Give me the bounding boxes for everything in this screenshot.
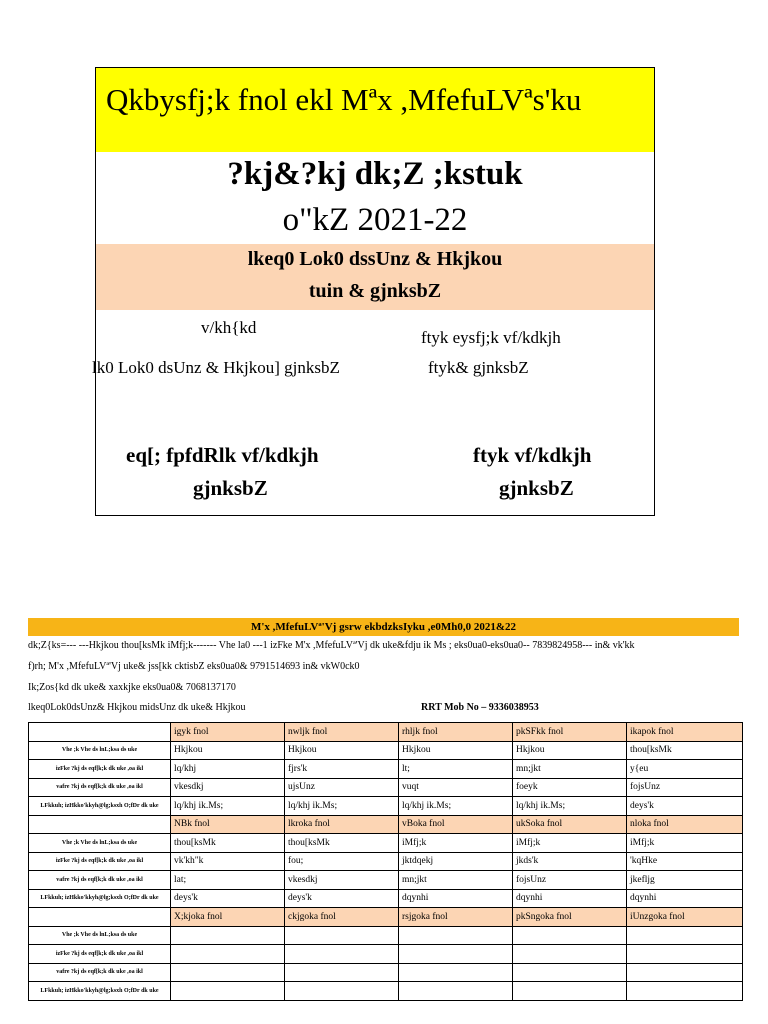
row-label-cell: izFke ?kj ds eqf[k;k dk uke ,oa ikl xyxy=(29,760,171,779)
table-row xyxy=(29,963,743,982)
table-cell: thou[ksMk xyxy=(285,834,399,853)
table-cell: vuqt xyxy=(399,778,513,797)
table-cell: Hkjkou xyxy=(285,741,399,760)
table-cell: jktdqekj xyxy=(399,852,513,871)
district-officer-label: ftyk vf/kdkjh xyxy=(473,443,592,467)
row-label-cell: Vhe ;k Vhe ds lnL;ksa ds uke xyxy=(29,926,171,945)
table-cell xyxy=(513,982,627,1001)
day-header-cell: X;kjoka fnol xyxy=(171,908,285,927)
cover-subtitle: ?kj&?kj dk;Z ;kstuk xyxy=(227,156,523,192)
sheet-title: M'x ,MfefuLVª'Vj gsrw ekbdzksIyku ,e0Mh0,0 2021&22 xyxy=(28,618,739,636)
table-cell: lt; xyxy=(399,760,513,779)
table-cell xyxy=(285,963,399,982)
table-cell: thou[ksMk xyxy=(171,834,285,853)
table-row xyxy=(29,760,743,779)
table-cell: vkesdkj xyxy=(285,871,399,890)
table-cell: fou; xyxy=(285,852,399,871)
table-cell: vk'kh"k xyxy=(171,852,285,871)
day-header-cell: lkroka fnol xyxy=(285,815,399,834)
day-header-cell: ukSoka fnol xyxy=(513,815,627,834)
table-cell: iMfj;k xyxy=(627,834,743,853)
day-header-row xyxy=(29,723,743,742)
info-line-team: dk;Z{ks=--- ---Hkjkou thou[ksMk iMfj;k------- Vhe la0 ---1 izFke M'x ,MfefuLVª'Vj dk uke&fdju ik Ms ; eks0ua0-eks0ua0-- 7839824958--- in& vk'kk xyxy=(28,640,635,651)
table-cell xyxy=(285,945,399,964)
table-cell: foeyk xyxy=(513,778,627,797)
header-corner-cell xyxy=(29,723,171,742)
table-cell xyxy=(513,963,627,982)
table-cell xyxy=(513,926,627,945)
table-row xyxy=(29,871,743,890)
table-cell xyxy=(399,926,513,945)
table-cell xyxy=(285,982,399,1001)
day-header-cell: nwljk fnol xyxy=(285,723,399,742)
table-cell: vkesdkj xyxy=(171,778,285,797)
cover-year: o"kZ 2021-22 xyxy=(282,202,468,238)
district-malaria-officer-address: ftyk& gjnksbZ xyxy=(428,358,529,377)
table-cell: Hkjkou xyxy=(399,741,513,760)
day-header-cell: nloka fnol xyxy=(627,815,743,834)
table-cell: lq/khj ik.Ms; xyxy=(285,797,399,816)
table-row xyxy=(29,926,743,945)
row-label-cell: izFke ?kj ds eqf[k;k dk uke ,oa ikl xyxy=(29,945,171,964)
day-header-cell: iUnzgoka fnol xyxy=(627,908,743,927)
day-header-cell: pkSFkk fnol xyxy=(513,723,627,742)
table-cell: mn;jkt xyxy=(399,871,513,890)
table-cell xyxy=(627,926,743,945)
row-label-cell: LFkkuh; izHkko'kkyh@lg;ksxh O;fDr dk uke xyxy=(29,797,171,816)
cover-location: lkeq0 Lok0 dssUnz & Hkjkou xyxy=(247,248,503,270)
row-label-cell: vafre ?kj ds eqf[k;k dk uke ,oa ikl xyxy=(29,963,171,982)
day-header-cell: ikapok fnol xyxy=(627,723,743,742)
table-cell: lq/khj ik.Ms; xyxy=(513,797,627,816)
table-cell: iMfj;k xyxy=(513,834,627,853)
table-row xyxy=(29,945,743,964)
info-line-centre: lkeq0Lok0dsUnz& Hkjkou midsUnz dk uke& Hkjkou xyxy=(28,702,246,713)
table-cell xyxy=(399,945,513,964)
table-row xyxy=(29,741,743,760)
superintendent-address: lk0 Lok0 dsUnz & Hkjkou] gjnksbZ xyxy=(92,358,340,377)
day-header-cell: vBoka fnol xyxy=(399,815,513,834)
table-cell xyxy=(171,982,285,1001)
table-cell: deys'k xyxy=(171,889,285,908)
table-row xyxy=(29,778,743,797)
row-label-cell: vafre ?kj ds eqf[k;k dk uke ,oa ikl xyxy=(29,871,171,890)
table-cell: 'kqHke xyxy=(627,852,743,871)
cover-card xyxy=(92,67,655,516)
row-label-cell: Vhe ;k Vhe ds lnL;ksa ds uke xyxy=(29,834,171,853)
row-label-cell: Vhe ;k Vhe ds lnL;ksa ds uke xyxy=(29,741,171,760)
table-cell: dqynhi xyxy=(399,889,513,908)
table-cell xyxy=(171,926,285,945)
info-line-second-administrator: f)rh; M'x ,MfefuLVª'Vj uke& jss[kk cktisbZ eks0ua0& 9791514693 in& vkW0ck0 xyxy=(28,661,360,672)
table-cell xyxy=(171,963,285,982)
day-header-row xyxy=(29,908,743,927)
table-cell: jkds'k xyxy=(513,852,627,871)
header-corner-cell xyxy=(29,908,171,927)
table-cell: deys'k xyxy=(285,889,399,908)
table-cell: ujsUnz xyxy=(285,778,399,797)
cmo-label: eq[; fpfdRlk vf/kdkjh xyxy=(126,443,319,467)
row-label-cell: LFkkuh; izHkko'kkyh@lg;ksxh O;fDr dk uke xyxy=(29,889,171,908)
district-malaria-officer-label: ftyk eysfj;k vf/kdkjh xyxy=(421,328,561,347)
cmo-address: gjnksbZ xyxy=(193,476,268,500)
day-header-row xyxy=(29,815,743,834)
table-cell xyxy=(399,982,513,1001)
table-cell: dqynhi xyxy=(627,889,743,908)
title-band xyxy=(96,68,654,152)
day-header-cell: rsjgoka fnol xyxy=(399,908,513,927)
table-cell: thou[ksMk xyxy=(627,741,743,760)
district-officer-address: gjnksbZ xyxy=(499,476,574,500)
superintendent-label: v/kh{kd xyxy=(201,318,257,337)
table-cell: dqynhi xyxy=(513,889,627,908)
row-label-cell: vafre ?kj ds eqf[k;k dk uke ,oa ikl xyxy=(29,778,171,797)
day-header-cell: rhljk fnol xyxy=(399,723,513,742)
table-cell: fjrs'k xyxy=(285,760,399,779)
table-row xyxy=(29,797,743,816)
table-row xyxy=(29,889,743,908)
table-cell xyxy=(627,982,743,1001)
schedule-table xyxy=(28,722,743,1001)
rrt-mobile: RRT Mob No – 9336038953 xyxy=(421,702,539,713)
cover-district: tuin & gjnksbZ xyxy=(308,280,442,302)
cover-title: Qkbysfj;k fnol ekl Mªx ,MfefuLVªs'ku xyxy=(106,82,582,117)
table-cell xyxy=(627,963,743,982)
table-cell: mn;jkt xyxy=(513,760,627,779)
table-cell: deys'k xyxy=(627,797,743,816)
table-cell xyxy=(171,945,285,964)
info-line-supervisor: Ik;Zos{kd dk uke& xaxkjke eks0ua0& 7068137170 xyxy=(28,682,236,693)
table-cell: jkefljg xyxy=(627,871,743,890)
table-row xyxy=(29,834,743,853)
table-cell xyxy=(627,945,743,964)
table-cell: iMfj;k xyxy=(399,834,513,853)
day-header-cell: ckjgoka fnol xyxy=(285,908,399,927)
day-header-cell: pkSngoka fnol xyxy=(513,908,627,927)
table-cell: fojsUnz xyxy=(627,778,743,797)
table-cell: y{eu xyxy=(627,760,743,779)
table-row xyxy=(29,852,743,871)
day-header-cell: NBk fnol xyxy=(171,815,285,834)
table-cell: lq/khj xyxy=(171,760,285,779)
row-label-cell: LFkkuh; izHkko'kkyh@lg;ksxh O;fDr dk uke xyxy=(29,982,171,1001)
table-cell xyxy=(513,945,627,964)
cover-location-band xyxy=(96,244,654,310)
table-row xyxy=(29,982,743,1001)
table-cell: Hkjkou xyxy=(171,741,285,760)
table-cell: lq/khj ik.Ms; xyxy=(171,797,285,816)
table-cell: lq/khj ik.Ms; xyxy=(399,797,513,816)
table-cell: Hkjkou xyxy=(513,741,627,760)
table-cell: lat; xyxy=(171,871,285,890)
table-cell xyxy=(399,963,513,982)
table-cell: fojsUnz xyxy=(513,871,627,890)
table-cell xyxy=(285,926,399,945)
row-label-cell: izFke ?kj ds eqf[k;k dk uke ,oa ikl xyxy=(29,852,171,871)
day-header-cell: igyk fnol xyxy=(171,723,285,742)
header-corner-cell xyxy=(29,815,171,834)
